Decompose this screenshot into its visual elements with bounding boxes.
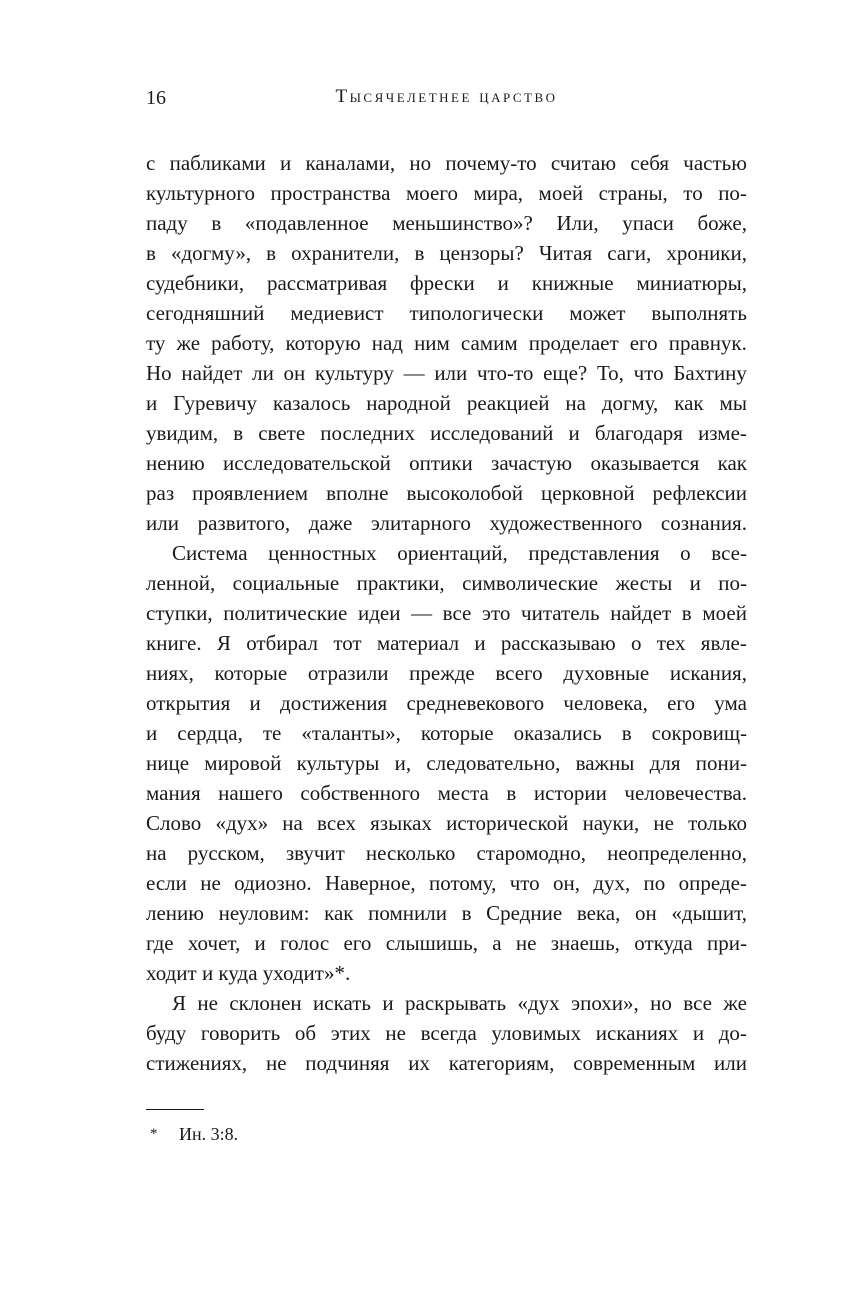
text-line: или развитого, даже элитарного художественного сознания.: [146, 511, 747, 535]
footnote-rule: [146, 1109, 204, 1110]
text-line: если не одиозно. Наверное, потому, что он, дух, по опреде-: [146, 871, 747, 895]
text-line: лению неуловим: как помнили в Средние века, он «дышит,: [146, 901, 747, 925]
text-line: раз проявлением вполне высоколобой церковной рефлексии: [146, 481, 747, 505]
text-line: нению исследовательской оптики зачастую оказывается как: [146, 451, 747, 475]
text-line: паду в «подавленное меньшинство»? Или, упаси боже,: [146, 211, 747, 235]
text-line: ниях, которые отразили прежде всего духовные искания,: [146, 661, 747, 685]
text-line: ходит и куда уходит»*.: [146, 961, 351, 985]
text-line: и Гуревичу казалось народной реакцией на догму, как мы: [146, 391, 747, 415]
text-line: культурного пространства моего мира, моей страны, то по-: [146, 181, 747, 205]
text-line: ступки, политические идеи — все это читатель найдет в моей: [146, 601, 747, 625]
page-number: 16: [146, 87, 166, 109]
footnote-marker: *: [150, 1126, 158, 1142]
text-line: с пабликами и каналами, но почему-то считаю себя частью: [146, 151, 747, 175]
text-line: мания нашего собственного места в истории человечества.: [146, 781, 747, 805]
text-line: Но найдет ли он культуру — или что-то еще? То, что Бахтину: [146, 361, 747, 385]
text-line: на русском, звучит несколько старомодно, неопределенно,: [146, 841, 747, 865]
text-line: книге. Я отбирал тот материал и рассказываю о тех явле-: [146, 631, 747, 655]
text-block: [146, 148, 747, 1078]
footnote: [150, 1122, 238, 1146]
text-line: Слово «дух» на всех языках исторической науки, не только: [146, 811, 747, 835]
text-line: Я не склонен искать и раскрывать «дух эпохи», но все же: [172, 991, 747, 1015]
text-line: сегодняшний медиевист типологически может выполнять: [146, 301, 747, 325]
text-line: Система ценностных ориентаций, представления о все-: [172, 541, 747, 565]
text-line: стижениях, не подчиняя их категориям, современным или: [146, 1051, 747, 1075]
text-line: нице мировой культуры и, следовательно, важны для пони-: [146, 751, 747, 775]
text-line: ту же работу, которую над ним самим проделает его правнук.: [146, 331, 747, 355]
text-line: в «догму», в охранители, в цензоры? Читая саги, хроники,: [146, 241, 747, 265]
text-line: буду говорить об этих не всегда уловимых исканиях и до-: [146, 1021, 747, 1045]
text-line: открытия и достижения средневекового человека, его ума: [146, 691, 747, 715]
text-line: и сердца, те «таланты», которые оказались в сокровищ-: [146, 721, 747, 745]
footnote-text: Ин. 3:8.: [179, 1124, 239, 1144]
text-line: где хочет, и голос его слышишь, а не знаешь, откуда при-: [146, 931, 747, 955]
text-line: увидим, в свете последних исследований и благодаря изме-: [146, 421, 747, 445]
text-line: судебники, рассматривая фрески и книжные миниатюры,: [146, 271, 747, 295]
text-line: ленной, социальные практики, символические жесты и по-: [146, 571, 747, 595]
running-header: Тысячелетнее царство: [335, 86, 558, 107]
